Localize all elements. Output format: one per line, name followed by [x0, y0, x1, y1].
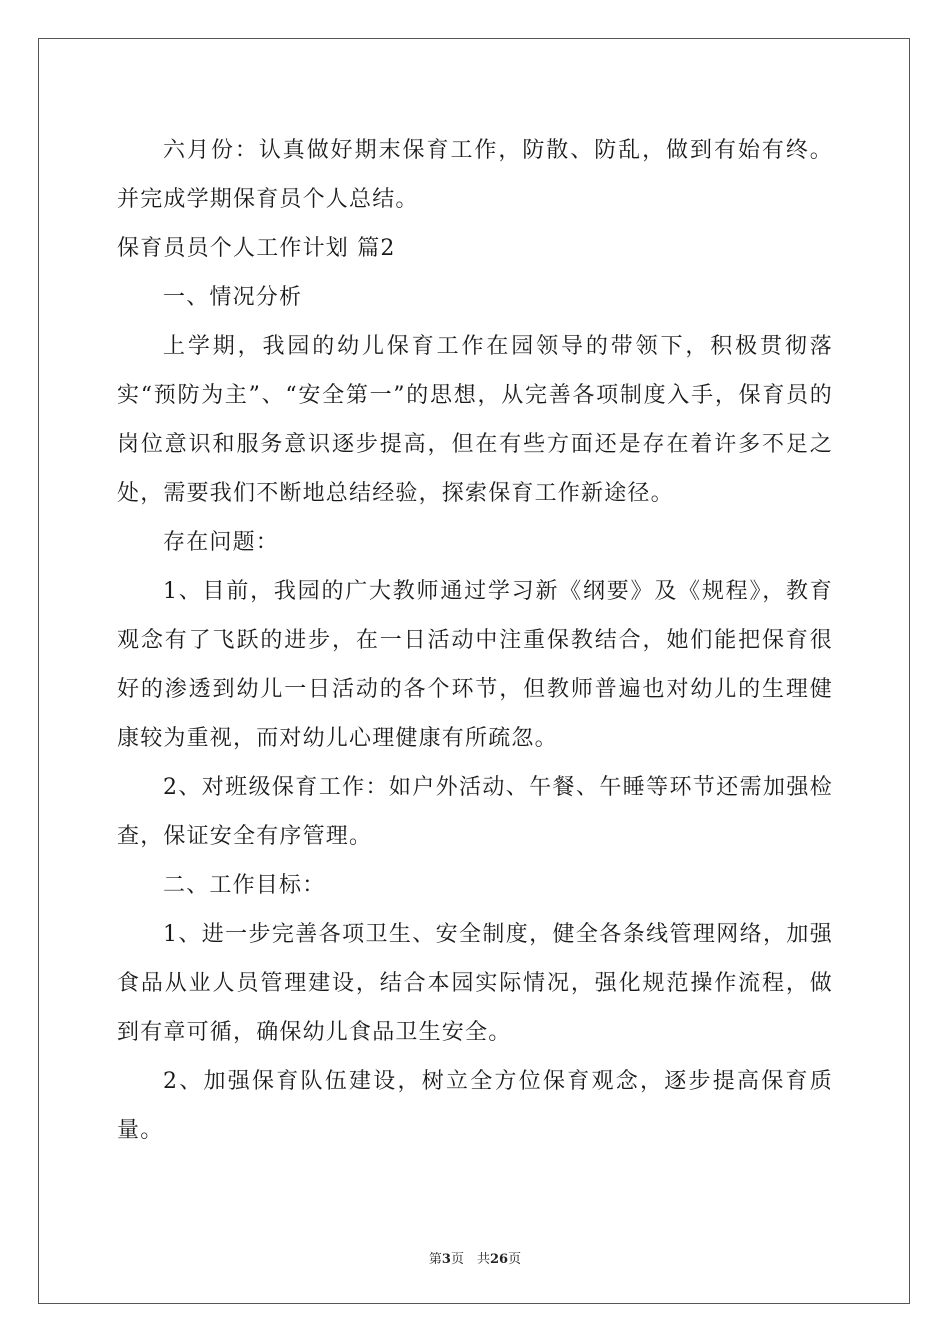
current-page-number: 3	[441, 1252, 451, 1267]
footer-mid: 页 共	[450, 1252, 490, 1267]
document-body	[117, 126, 833, 1155]
total-page-count: 26	[489, 1252, 509, 1267]
paragraph: 1、目前，我园的广大教师通过学习新《纲要》及《规程》，教育观念有了飞跃的进步，在一日活动中注重保教结合，她们能把保育很好的渗透到幼儿一日活动的各个环节，但教师普遍也对幼儿的生理健康较为重视，而对幼儿心理健康有所疏忽。	[117, 579, 833, 751]
footer-suffix: 页	[508, 1252, 522, 1267]
page-footer	[0, 1248, 950, 1267]
paragraph: 1、进一步完善各项卫生、安全制度，健全各条线管理网络，加强食品从业人员管理建设，结合本园实际情况，强化规范操作流程，做到有章可循，确保幼儿食品卫生安全。	[117, 922, 833, 1045]
paragraph: 2、对班级保育工作：如户外活动、午餐、午睡等环节还需加强检查，保证安全有序管理。	[117, 775, 833, 849]
paragraph: 上学期，我园的幼儿保育工作在园领导的带领下，积极贯彻落实“预防为主”、“安全第一”的思想，从完善各项制度入手，保育员的岗位意识和服务意识逐步提高，但在有些方面还是存在着许多不足之处，需要我们不断地总结经验，探索保育工作新途径。	[117, 334, 833, 506]
paragraph: 六月份：认真做好期末保育工作，防散、防乱，做到有始有终。并完成学期保育员个人总结。	[117, 138, 833, 212]
subsection-heading: 二、工作目标：	[163, 873, 326, 898]
footer-prefix: 第	[428, 1252, 442, 1267]
paragraph: 2、加强保育队伍建设，树立全方位保育观念，逐步提高保育质量。	[117, 1069, 833, 1143]
section-heading: 保育员员个人工作计划 篇2	[117, 236, 396, 261]
subsection-heading: 一、情况分析	[163, 285, 303, 310]
paragraph: 存在问题：	[163, 530, 280, 555]
